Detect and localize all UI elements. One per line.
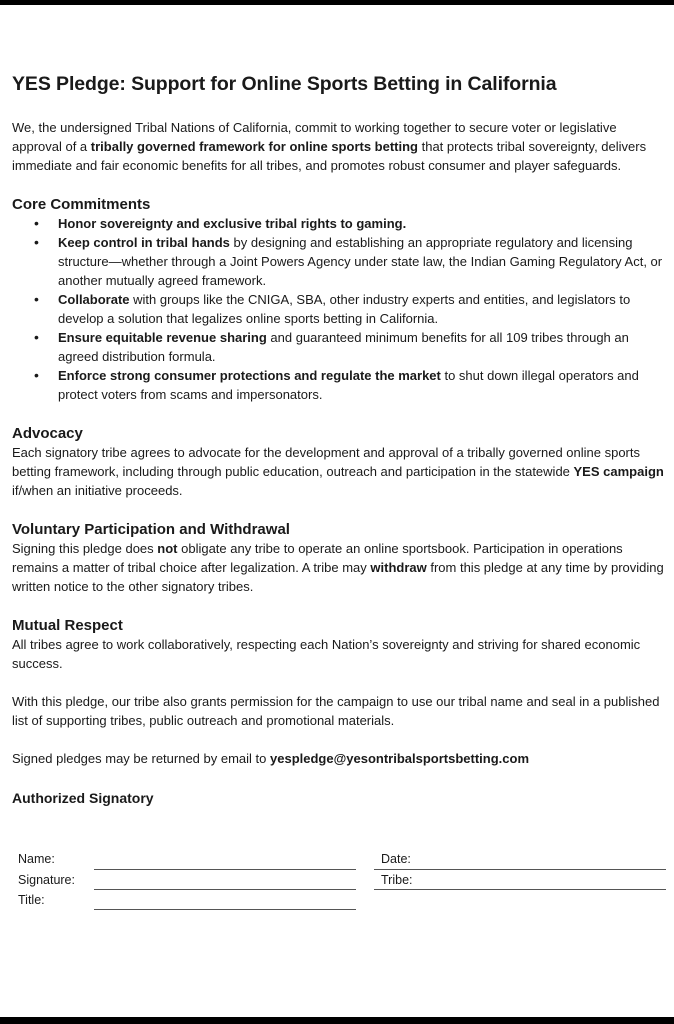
advocacy-heading: Advocacy (12, 425, 83, 442)
list-item: • Keep control in tribal hands by designing and establishing an appropriate regulatory and licensing structure—whether through a Joint Powers Agency under state law, the Indian Gaming Regulatory Act, or another mutually agreed framework. (58, 233, 664, 290)
respect-section (12, 616, 664, 673)
tribe-label: Tribe: (381, 873, 413, 887)
bottom-border (0, 1017, 674, 1024)
title-field[interactable] (94, 909, 356, 910)
contact-email: yespledge@yesontribalsportsbetting.com (270, 751, 530, 766)
core-commitments-list (12, 214, 664, 404)
pledge-document (12, 70, 664, 806)
respect-heading: Mutual Respect (12, 617, 123, 634)
advocacy-section (12, 424, 664, 500)
voluntary-section (12, 520, 664, 596)
date-field[interactable] (374, 869, 666, 870)
list-item: • Enforce strong consumer protections and regulate the market to shut down illegal operators and protect voters from scams and impersonators. (58, 366, 664, 404)
return-paragraph: Signed pledges may be returned by email to yespledge@yesontribalsportsbetting.com (12, 751, 530, 766)
page-title: YES Pledge: Support for Online Sports Betting in California (12, 73, 557, 95)
name-field[interactable] (94, 869, 356, 870)
voluntary-text: Signing this pledge does not obligate any tribe to operate an online sportsbook. Participation in operations remains a matter of tribal choice after legalization. A tribe may withdraw from this pledge at any time by providing written notice to the other signatory tribes. (12, 541, 664, 594)
voluntary-heading: Voluntary Participation and Withdrawal (12, 521, 290, 538)
intro-paragraph: We, the undersigned Tribal Nations of California, commit to working together to secure voter or legislative approval of a tribally governed framework for online sports betting that protects tribal sovereignty, delivers immediate and fair economic benefits for all tribes, and promotes robust consumer and player safeguards. (12, 120, 647, 173)
date-label: Date: (381, 852, 411, 866)
title-label: Title: (18, 893, 45, 907)
core-commitments-heading: Core Commitments (12, 196, 151, 213)
advocacy-text: Each signatory tribe agrees to advocate for the development and approval of a tribally governed online sports betting framework, including through public education, outreach and participation in the statewide YES campaign if/when an initiative proceeds. (12, 445, 664, 498)
authorized-signatory-heading: Authorized Signatory (12, 790, 154, 806)
signature-field[interactable] (94, 889, 356, 890)
list-item: • Honor sovereignty and exclusive tribal rights to gaming. (58, 214, 664, 233)
tribe-field[interactable] (374, 889, 666, 890)
top-border (0, 0, 674, 5)
signature-label: Signature: (18, 873, 75, 887)
list-item: • Collaborate with groups like the CNIGA, SBA, other industry experts and entities, and legislators to develop a solution that legalizes online sports betting in California. (58, 290, 664, 328)
respect-text: All tribes agree to work collaboratively, respecting each Nation’s sovereignty and striving for shared economic success. (12, 637, 641, 671)
list-item: • Ensure equitable revenue sharing and guaranteed minimum benefits for all 109 tribes through an agreed distribution formula. (58, 328, 664, 366)
name-label: Name: (18, 852, 55, 866)
permission-paragraph: With this pledge, our tribe also grants permission for the campaign to use our tribal name and seal in a published list of supporting tribes, public outreach and promotional materials. (12, 694, 660, 728)
signature-block (18, 852, 668, 922)
